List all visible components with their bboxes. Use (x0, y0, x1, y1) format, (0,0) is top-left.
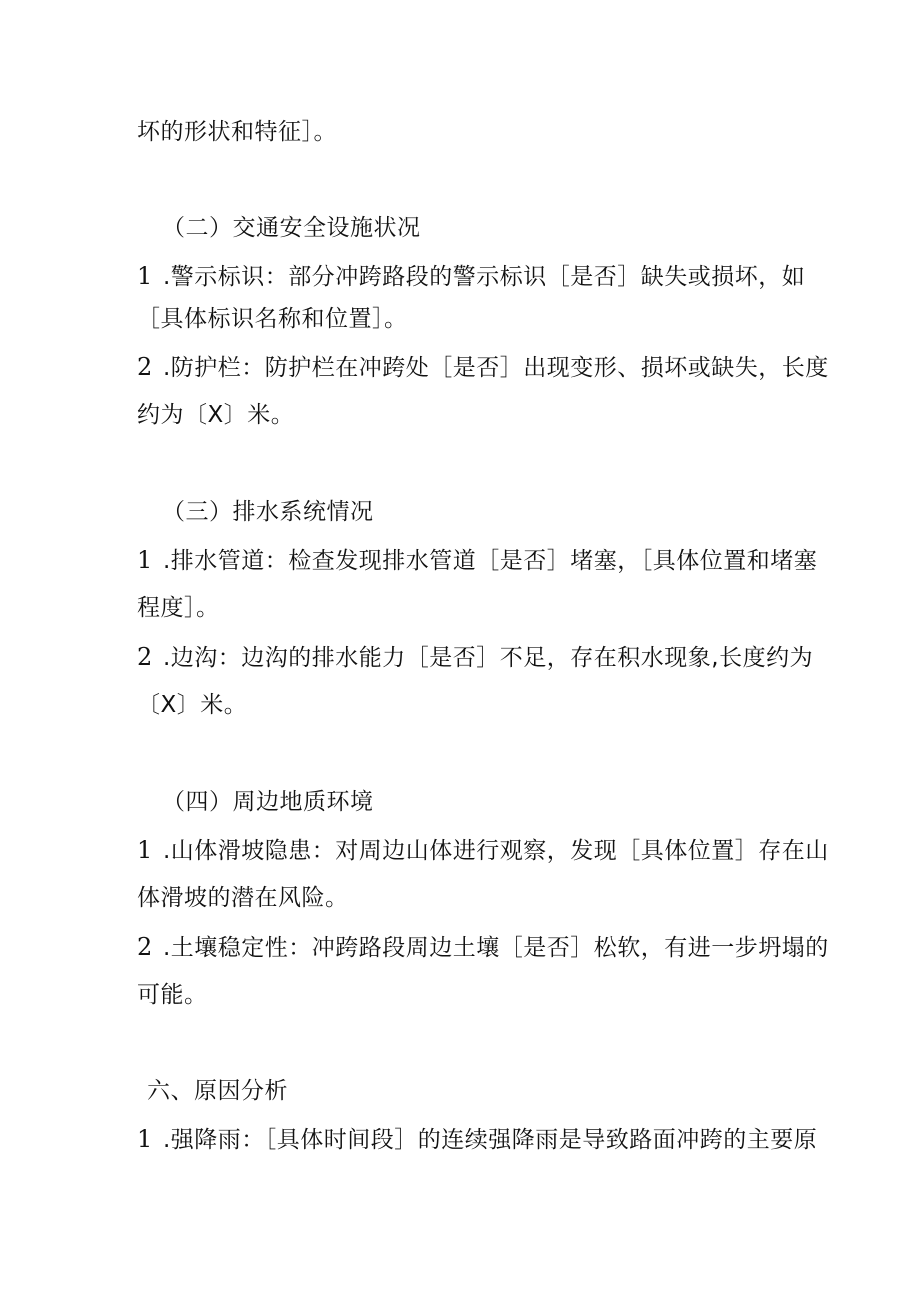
list-item-landslide (137, 835, 829, 866)
section-heading-drainage (162, 497, 374, 527)
section-heading-cause-analysis (147, 1076, 288, 1106)
item-number: 1 (137, 1125, 153, 1153)
heading-text: 六、原因分析 (147, 1078, 288, 1104)
item-text: 体滑坡的潜在风险。 (137, 885, 349, 911)
item-text: .土壤稳定性：冲跨路段周边土壤［是否］松软，有进一步坍塌的 (163, 935, 829, 961)
item-text: 〔X〕米。 (137, 692, 248, 718)
item-text: .强降雨：［具体时间段］的连续强降雨是导致路面冲跨的主要原 (163, 1127, 818, 1153)
list-item-continuation (137, 883, 349, 913)
item-text: .警示标识：部分冲跨路段的警示标识［是否］缺失或损坏，如 (163, 264, 806, 290)
list-item-warning-signs (137, 261, 805, 292)
heading-text: （三）排水系统情况 (162, 499, 374, 525)
item-number: 1 (137, 546, 153, 574)
item-text: .防护栏：防护栏在冲跨处［是否］出现变形、损坏或缺失，长度 (163, 355, 829, 381)
item-text: 约为〔X〕米。 (137, 402, 295, 428)
list-item-continuation (137, 400, 294, 430)
list-item-soil-stability (137, 932, 829, 963)
item-text: .边沟：边沟的排水能力［是否］不足，存在积水现象,长度约为 (163, 645, 814, 671)
list-item-continuation (137, 980, 208, 1010)
item-number: 1 (137, 836, 153, 864)
list-item-side-ditch (137, 642, 813, 673)
item-number: 2 (137, 933, 153, 961)
heading-text: （四）周边地质环境 (162, 789, 374, 815)
section-heading-geology (162, 787, 374, 817)
list-item-drain-pipe (137, 545, 817, 576)
heading-text: （二）交通安全设施状况 (162, 215, 421, 241)
list-item-continuation (137, 690, 247, 720)
list-item-heavy-rain (137, 1124, 817, 1155)
line-text: 坏的形状和特征］。 (137, 119, 337, 145)
item-number: 1 (137, 262, 153, 290)
list-item-continuation (137, 304, 408, 334)
item-number: 2 (137, 353, 153, 381)
paragraph-continuation (137, 117, 337, 147)
section-heading-traffic-safety (162, 213, 421, 243)
list-item-guardrail (137, 352, 829, 383)
item-text: .山体滑坡隐患：对周边山体进行观察，发现［具体位置］存在山 (163, 838, 829, 864)
item-text: 可能。 (137, 982, 208, 1008)
list-item-continuation (137, 593, 220, 623)
item-number: 2 (137, 643, 153, 671)
item-text: ［具体标识名称和位置］。 (137, 306, 408, 332)
item-text: .排水管道：检查发现排水管道［是否］堵塞，［具体位置和堵塞 (163, 548, 818, 574)
item-text: 程度］。 (137, 595, 220, 621)
